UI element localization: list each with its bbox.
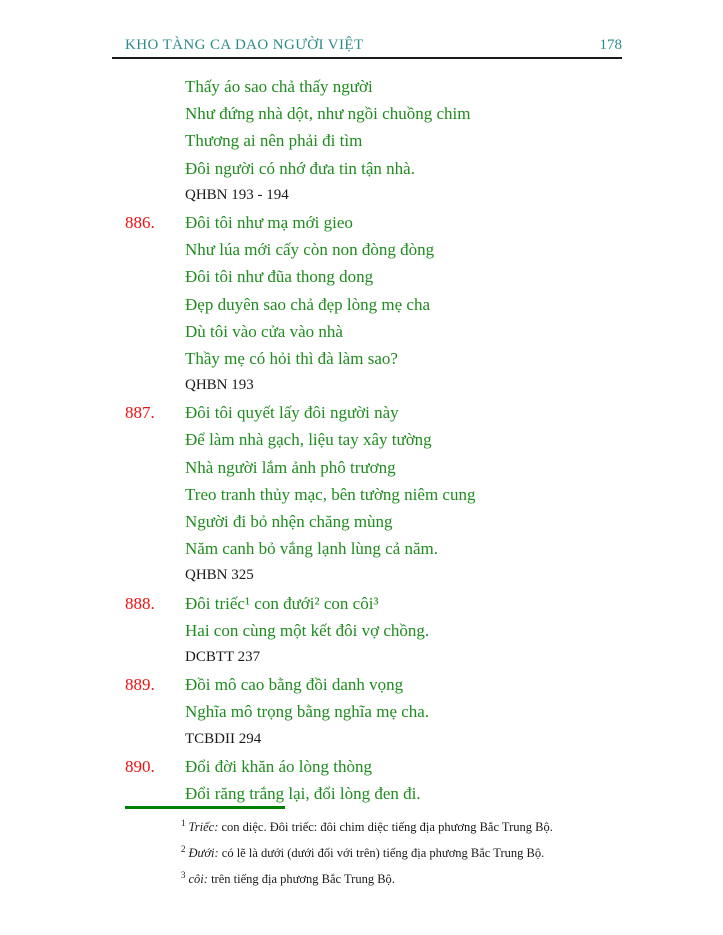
verse-content	[0, 73, 723, 807]
verse-block	[0, 73, 723, 209]
verse-block	[0, 671, 723, 753]
verse-block	[0, 399, 723, 589]
footnote-marker: 2	[181, 843, 186, 854]
footnote-marker: 1	[181, 818, 186, 828]
verse-text: Như đứng nhà dột, như ngồi chuồng chim	[185, 104, 471, 124]
verse-text: Năm canh bỏ vắng lạnh lùng cả năm.	[185, 539, 439, 559]
verse-block	[0, 753, 723, 807]
verse-text: Thầy mẹ có hỏi thì đà làm sao?	[185, 348, 398, 368]
verse-text: Đôi triếc¹ con đưới² con côi³	[185, 593, 379, 613]
footnote-term: Đưới:	[188, 846, 219, 861]
verse-line	[0, 780, 723, 807]
verse-text: Như lúa mới cấy còn non đòng đòng	[185, 240, 435, 260]
verse-line	[0, 671, 723, 698]
source-ref: QHBN 193	[185, 377, 254, 394]
footnote	[181, 813, 553, 839]
verse-text: Đổi răng trắng lại, đổi lòng đen đi.	[185, 783, 421, 803]
verse-text: Đồi mô cao bằng đồi danh vọng	[185, 675, 404, 695]
verse-line	[0, 155, 723, 182]
verse-line	[0, 100, 723, 127]
verse-line	[0, 73, 723, 100]
verse-text: Để làm nhà gạch, liệu tay xây tường	[185, 430, 432, 450]
footnote	[181, 839, 553, 865]
footnote-text: con diệc. Đôi triếc: đôi chim diệc tiếng địa phương Bắc Trung Bộ.	[221, 820, 553, 835]
verse-number: 889.	[125, 675, 155, 695]
verse-text: Đôi tôi quyết lấy đôi người này	[185, 403, 399, 423]
verse-number: 890.	[125, 756, 155, 776]
verse-text: Đôi tôi như mạ mới gieo	[185, 212, 353, 232]
verse-line	[0, 209, 723, 236]
verse-line	[0, 508, 723, 535]
verse-text: Nhà người lắm ảnh phô trương	[185, 457, 396, 477]
footnote-term: Triếc:	[188, 820, 219, 835]
verse-line	[0, 481, 723, 508]
verse-line	[0, 263, 723, 290]
verse-line	[0, 127, 723, 154]
verse-line	[0, 399, 723, 426]
header-rule	[112, 57, 622, 59]
verse-line	[0, 590, 723, 617]
source-ref: DCBTT 237	[185, 648, 261, 665]
verse-line	[0, 535, 723, 562]
footnote-separator-rule	[125, 806, 285, 809]
verse-line	[0, 454, 723, 481]
verse-line	[0, 617, 723, 644]
verse-text: Thấy áo sao chả thấy người	[185, 77, 373, 96]
verse-text: Đổi đời khăn áo lòng thòng	[185, 756, 372, 776]
verse-line	[0, 345, 723, 372]
footnote	[181, 865, 553, 891]
verse-text: Dù tôi vào cửa vào nhà	[185, 321, 343, 341]
verse-text: Đẹp duyên sao chả đẹp lòng mẹ cha	[185, 294, 430, 314]
verse-line	[0, 318, 723, 345]
source-ref: QHBN 325	[185, 567, 254, 584]
verse-text: Đôi người có nhớ đưa tin tận nhà.	[185, 158, 415, 178]
footnote-marker: 3	[181, 869, 186, 880]
verse-number: 888.	[125, 593, 155, 613]
verse-text: Nghĩa mô trọng bằng nghĩa mẹ cha.	[185, 702, 430, 722]
verse-text: Người đi bỏ nhện chăng mùng	[185, 512, 393, 531]
verse-block	[0, 209, 723, 399]
verse-number: 887.	[125, 403, 155, 423]
verse-line	[0, 753, 723, 780]
footnotes	[181, 813, 553, 891]
verse-line	[0, 426, 723, 453]
footnote-text: trên tiếng địa phương Bắc Trung Bộ.	[211, 871, 395, 886]
page-header-title: KHO TÀNG CA DAO NGƯỜI VIỆT	[125, 37, 364, 53]
verse-line	[0, 698, 723, 725]
footnote-text: có lẽ là dưới (dưới đối với trên) tiếng địa phương Bắc Trung Bộ.	[221, 846, 545, 861]
verse-text: Thương ai nên phải đi tìm	[185, 131, 363, 151]
verse-text: Đôi tôi như đũa thong dong	[185, 267, 374, 287]
verse-text: Treo tranh thủy mạc, bên tường niêm cung	[185, 484, 476, 504]
source-ref: QHBN 193 - 194	[185, 186, 289, 203]
verse-number: 886.	[125, 212, 155, 232]
page-number: 178	[599, 37, 622, 53]
verse-line	[0, 236, 723, 263]
footnote-term: côi:	[188, 871, 208, 886]
verse-line	[0, 291, 723, 318]
verse-text: Hai con cùng một kết đôi vợ chồng.	[185, 620, 430, 640]
source-ref: TCBDII 294	[185, 730, 262, 747]
verse-block	[0, 590, 723, 672]
